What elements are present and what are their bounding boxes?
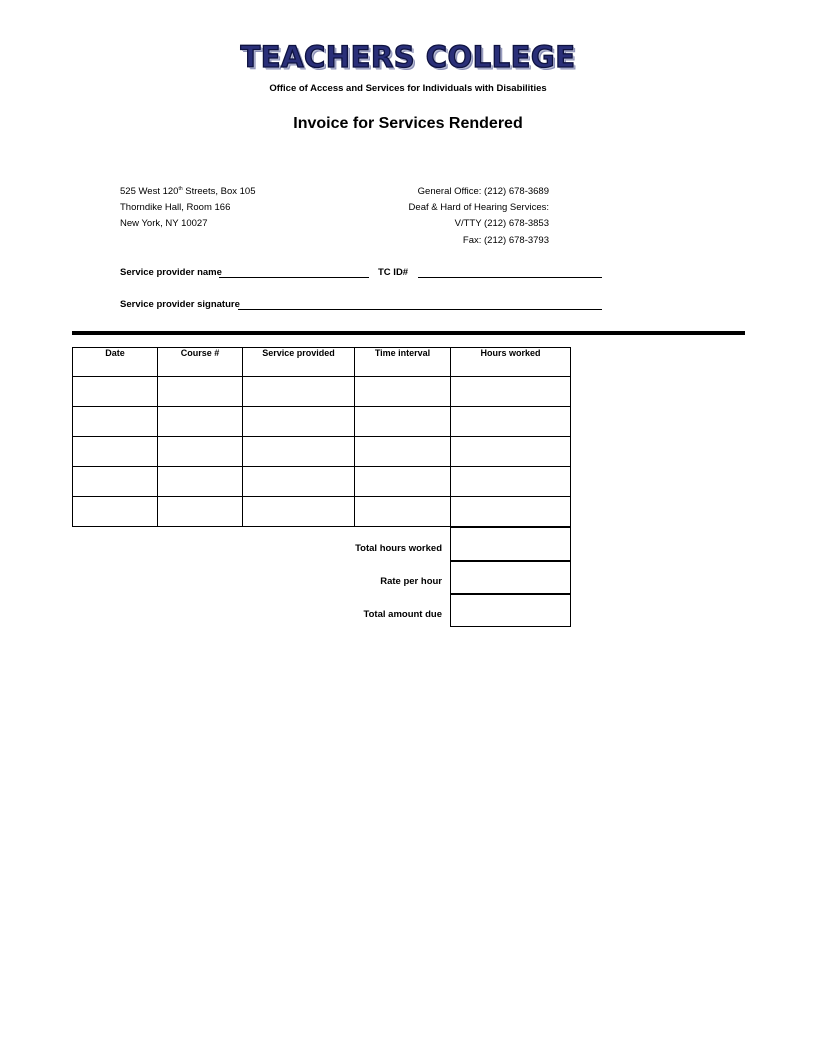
table-row [73,497,571,527]
table-cell[interactable] [451,467,571,497]
table-cell[interactable] [243,467,355,497]
col-header-service: Service provided [243,348,355,377]
table-cell[interactable] [451,407,571,437]
table-cell[interactable] [451,497,571,527]
table-row [73,467,571,497]
table-cell[interactable] [158,497,243,527]
table-cell[interactable] [158,407,243,437]
tc-id-field[interactable] [418,277,602,278]
address-line-2: Thorndike Hall, Room 166 [120,202,231,213]
table-cell[interactable] [355,377,451,407]
table-row [73,377,571,407]
table-cell[interactable] [243,377,355,407]
table-cell[interactable] [158,467,243,497]
deaf-services-label: Deaf & Hard of Hearing Services: [408,202,549,213]
table-cell[interactable] [243,437,355,467]
table-cell[interactable] [355,437,451,467]
provider-name-label: Service provider name [120,267,222,278]
table-cell[interactable] [451,377,571,407]
total-hours-label: Total hours worked [355,543,442,554]
rate-per-hour-box[interactable] [450,560,571,595]
table-cell[interactable] [73,437,158,467]
col-header-time: Time interval [355,348,451,377]
divider-rule [72,331,745,335]
total-amount-box[interactable] [450,593,571,627]
signature-field[interactable] [238,309,602,310]
page-title: Invoice for Services Rendered [293,115,523,132]
table-cell[interactable] [73,497,158,527]
table-row [73,437,571,467]
col-header-hours: Hours worked [451,348,571,377]
table-cell[interactable] [243,497,355,527]
total-amount-label: Total amount due [363,609,442,620]
table-cell[interactable] [451,437,571,467]
logo: TEACHERS COLLEGE [240,40,576,74]
general-office-phone: General Office: (212) 678-3689 [417,186,549,197]
service-log-table [72,347,571,527]
table-cell[interactable] [73,377,158,407]
table-cell[interactable] [158,377,243,407]
table-cell[interactable] [73,467,158,497]
address-line-1 [120,186,256,197]
table-cell[interactable] [355,467,451,497]
table-cell[interactable] [355,497,451,527]
ordinal-suffix: th [178,185,183,192]
address-street: 525 West 120 [120,186,179,197]
office-name: Office of Access and Services for Individuals with Disabilities [269,83,547,94]
total-hours-box[interactable] [450,527,571,562]
col-header-course: Course # [158,348,243,377]
table-cell[interactable] [158,437,243,467]
address-box: Streets, Box 105 [182,186,256,197]
fax-number: Fax: (212) 678-3793 [462,235,549,246]
rate-per-hour-label: Rate per hour [380,576,442,587]
tty-phone: V/TTY (212) 678-3853 [454,218,549,229]
table-row [73,407,571,437]
tc-id-label: TC ID# [378,267,409,278]
col-header-date: Date [73,348,158,377]
provider-name-field[interactable] [219,277,369,278]
signature-label: Service provider signature [120,299,240,310]
table-cell[interactable] [243,407,355,437]
table-header-row [73,348,571,377]
address-line-3: New York, NY 10027 [120,218,208,229]
table-cell[interactable] [73,407,158,437]
table-cell[interactable] [355,407,451,437]
